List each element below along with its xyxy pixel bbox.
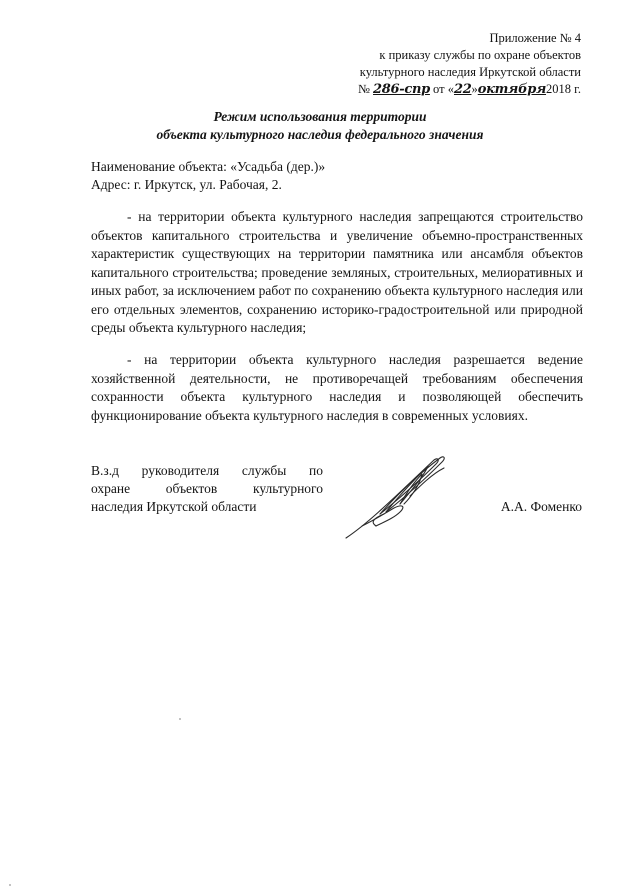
order-year: 2018 г. <box>546 82 581 96</box>
position-line-3: наследия Иркутской области <box>91 499 257 514</box>
day-close-quote: » <box>471 82 478 96</box>
title-line-1: Режим использования территории <box>213 109 427 124</box>
title-line-2: объекта культурного наследия федерального значения <box>156 127 484 142</box>
signatory-name: А.А. Фоменко <box>500 499 582 514</box>
appendix-order-line <box>358 81 581 98</box>
object-address: Адрес: г. Иркутск, ул. Рабочая, 2. <box>91 177 282 192</box>
permission-paragraph <box>91 351 583 425</box>
order-month: октября <box>477 82 547 97</box>
position-line-1: В.з.д руководителя службы по <box>91 463 323 478</box>
position-line-2: охране объектов культурного <box>91 481 323 496</box>
object-name: Наименование объекта: «Усадьба (дер.)» <box>91 159 326 174</box>
appendix-authority: культурного наследия Иркутской области <box>359 65 581 79</box>
permission-text: - на территории объекта культурного наследия разрешается ведение хозяйственной деятельности, не противоречащей требованиям обеспечения сохранности объекта культурного наследия и позволяющей обеспечить функционирование объекта культурного наследия в современных условиях. <box>91 352 583 423</box>
appendix-header <box>358 30 581 98</box>
signatory-position <box>91 462 323 516</box>
from-label: от « <box>433 82 454 96</box>
scan-speck <box>9 884 11 886</box>
number-sign: № <box>357 82 370 96</box>
scan-speck <box>179 718 181 720</box>
order-number: 286-спр <box>373 82 430 97</box>
object-info <box>91 158 325 194</box>
appendix-order-ref: к приказу службы по охране объектов <box>379 48 581 62</box>
restriction-text: - на территории объекта культурного наследия запрещаются строительство объектов капитального строительства и увеличение объемно-пространственных характеристик существующих на территории памятника или ансамбля объектов капитального строительства; проведение земляных, строительных, мелиоративных и иных работ, за исключением работ по сохранению объекта культурного наследия или его отдельных элементов, сохранению историко-градостроительной или природной среды объекта культурного наследия; <box>91 209 583 335</box>
appendix-title: Приложение № 4 <box>489 31 581 45</box>
restriction-paragraph <box>91 208 583 338</box>
order-day: 22 <box>453 82 472 97</box>
handwritten-signature <box>340 452 452 548</box>
document-title <box>0 108 640 144</box>
